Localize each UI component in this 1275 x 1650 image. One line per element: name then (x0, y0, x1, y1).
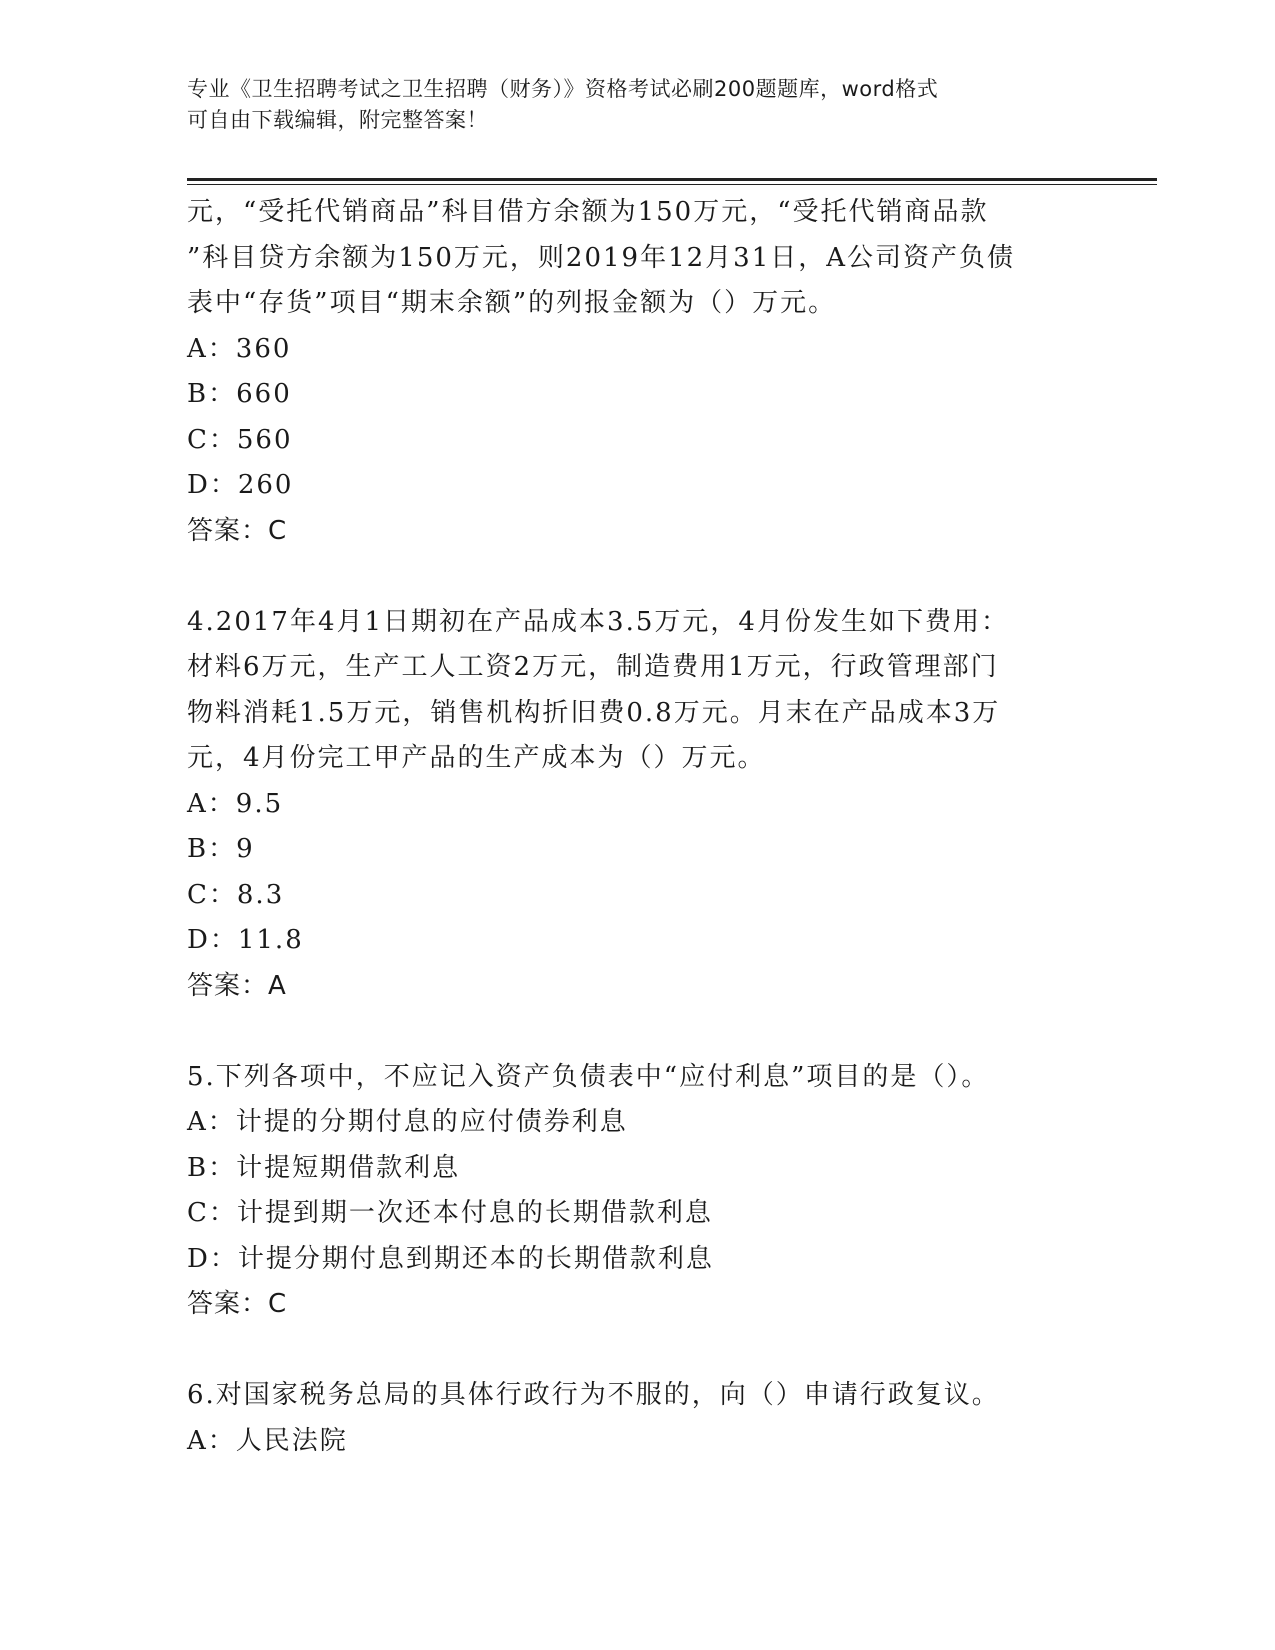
option-c: C：560 (187, 424, 293, 455)
question-5 (187, 1055, 1087, 1328)
answer-line: 答案：A (187, 970, 287, 1001)
question-stem-line: 元，4月份完工甲产品的生产成本为（）万元。 (187, 743, 766, 773)
option-a: A：人民法院 (187, 1425, 348, 1456)
question-stem-line: 表中“存货”项目“期末余额”的列报金额为（）万元。 (187, 288, 837, 318)
question-stem-line: 物料消耗1.5万元，销售机构折旧费0.8万元。月末在产品成本3万 (187, 697, 1001, 728)
question-stem-line: 4.2017年4月1日期初在产品成本3.5万元，4月份发生如下费用： (187, 606, 1009, 637)
answer-line: 答案：C (187, 1289, 288, 1319)
option-b: B：9 (187, 834, 255, 864)
question-3 (187, 190, 1087, 554)
option-b: B：660 (187, 379, 292, 409)
header-divider-thin (187, 184, 1157, 185)
option-c: C：8.3 (187, 879, 285, 910)
question-list (187, 190, 1087, 1464)
option-a: A：计提的分期付息的应付债券利息 (187, 1107, 628, 1137)
answer-line: 答案：C (187, 515, 288, 546)
option-c: C：计提到期一次还本付息的长期借款利息 (187, 1198, 713, 1228)
question-6 (187, 1373, 1087, 1464)
header-line-2: 可自由下载编辑，附完整答案！ (187, 108, 488, 132)
question-stem-line: 材料6万元，生产工人工资2万元，制造费用1万元，行政管理部门 (187, 652, 999, 682)
spacer (187, 1009, 1087, 1055)
page-header (187, 74, 1087, 136)
option-d: D：11.8 (187, 925, 304, 955)
option-b: B：计提短期借款利息 (187, 1152, 461, 1183)
question-stem-line: ”科目贷方余额为150万元，则2019年12月31日，A公司资产负债 (187, 242, 1016, 273)
option-a: A：360 (187, 333, 292, 364)
question-stem-line: 5.下列各项中，不应记入资产负债表中“应付利息”项目的是（）。 (187, 1061, 990, 1092)
header-line-1: 专业《卫生招聘考试之卫生招聘（财务）》资格考试必刷200题题库，word格式 (187, 77, 939, 101)
header-divider-thick (187, 178, 1157, 181)
question-stem-line: 6.对国家税务总局的具体行政行为不服的，向（）申请行政复议。 (187, 1380, 1000, 1410)
option-d: D：计提分期付息到期还本的长期借款利息 (187, 1243, 714, 1274)
option-d: D：260 (187, 470, 294, 500)
option-a: A：9.5 (187, 788, 284, 819)
spacer (187, 554, 1087, 600)
question-stem-line: 元，“受托代销商品”科目借方余额为150万元，“受托代销商品款 (187, 197, 989, 227)
spacer (187, 1328, 1087, 1374)
question-4 (187, 600, 1087, 1010)
